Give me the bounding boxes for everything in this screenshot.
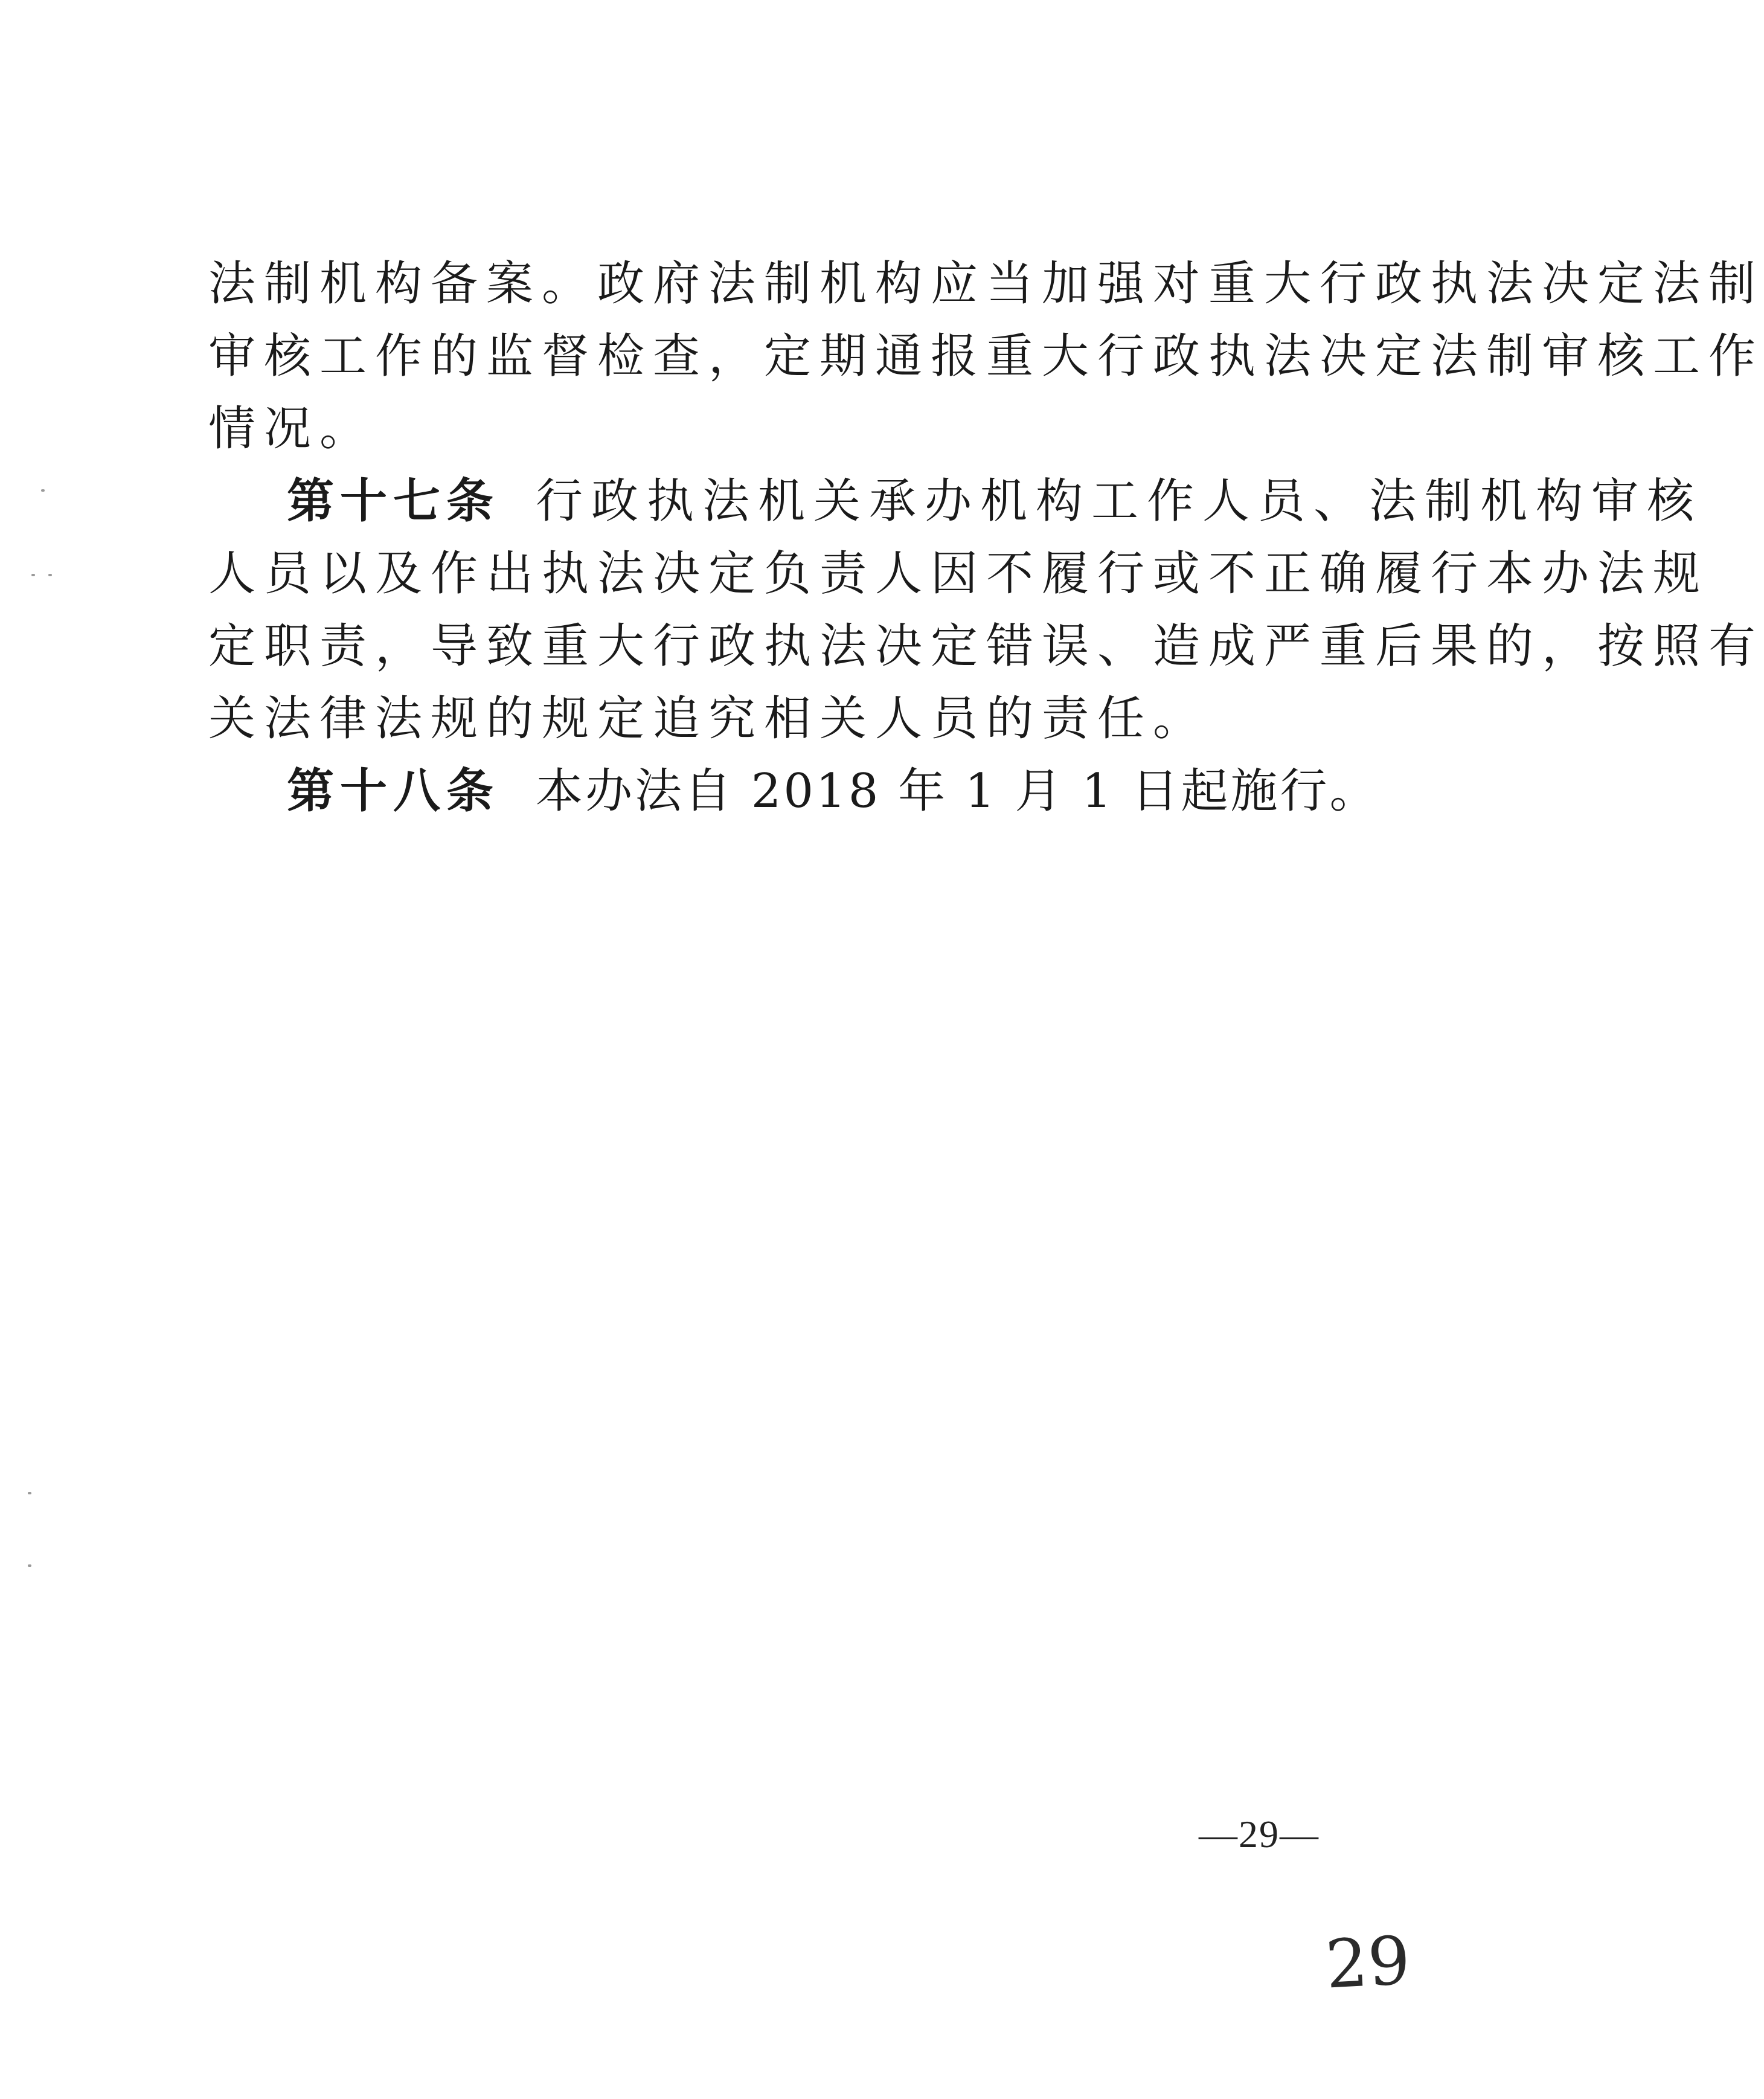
- scan-speck: [48, 574, 52, 576]
- scan-speck: [28, 1492, 31, 1494]
- scan-speck: [31, 574, 35, 576]
- article-17-heading: 第十七条: [287, 474, 500, 529]
- body-line-1: 法制机构备案。政府法制机构应当加强对重大行政执法决定法制: [208, 257, 1764, 311]
- article-17-text-1: 行政执法机关承办机构工作人员、法制机构审核: [536, 474, 1703, 529]
- article-18-text: 本办法自 2018 年 1 月 1 日起施行。: [536, 764, 1379, 818]
- body-line-2: 审核工作的监督检查，定期通报重大行政执法决定法制审核工作: [208, 329, 1764, 384]
- article-17-line-2: 人员以及作出执法决定负责人因不履行或不正确履行本办法规: [208, 547, 1709, 601]
- article-17-line-1: [287, 471, 1702, 532]
- handwritten-page-number: 29: [1323, 1921, 1413, 2004]
- article-18-line: [287, 761, 1379, 821]
- article-18-heading: 第十八条: [287, 764, 500, 818]
- body-line-3: 情况。: [208, 402, 376, 456]
- scan-speck: [41, 489, 45, 492]
- article-17-line-4: 关法律法规的规定追究相关人员的责任。: [208, 692, 1209, 746]
- page-number: —29—: [1199, 1813, 1320, 1856]
- article-17-line-3: 定职责，导致重大行政执法决定错误、造成严重后果的，按照有: [208, 619, 1764, 673]
- scan-speck: [28, 1564, 31, 1567]
